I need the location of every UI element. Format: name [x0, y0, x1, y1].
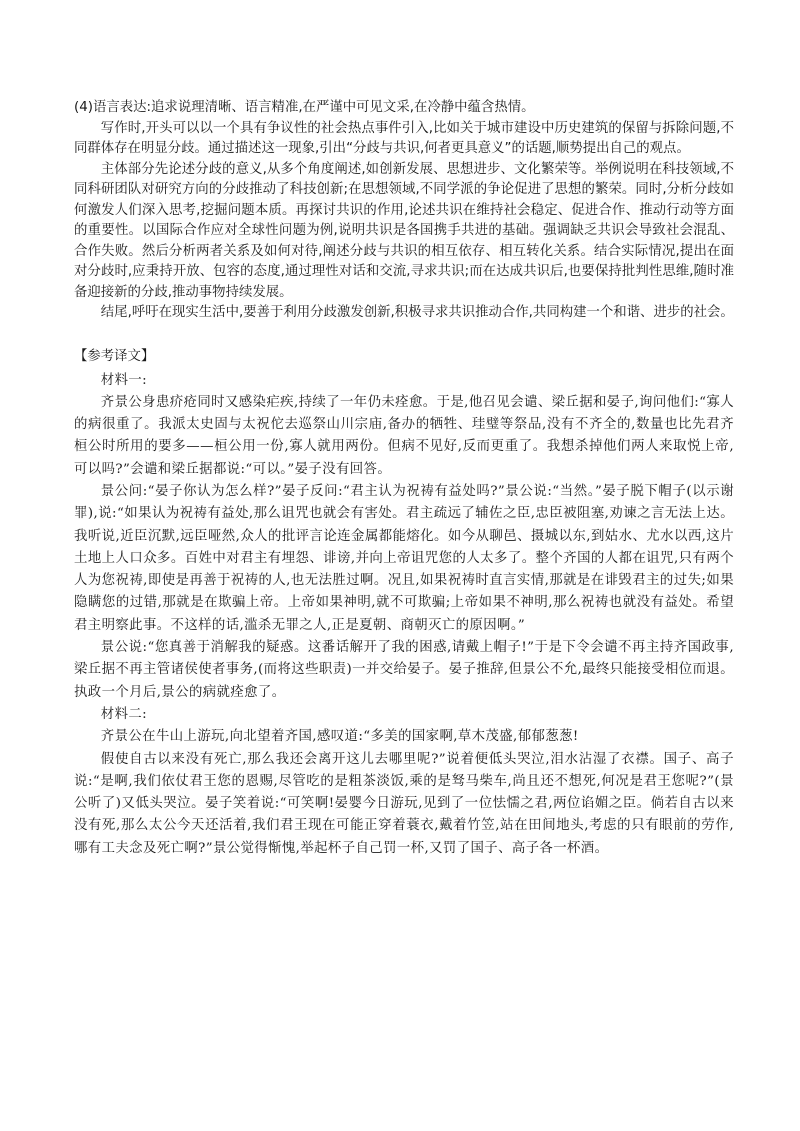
- section-gap: [74, 324, 734, 346]
- body-paragraph: 主体部分先论述分歧的意义,从多个角度阐述,如创新发展、思想进步、文化繁荣等。举例说明在科技领域,不同科研团队对研究方向的分歧推动了科技创新;在思想领域,不同学派的争论促进了思想的繁荣。同时,分析分歧如何激发人们深入思考,挖掘问题本质。再探讨共识的作用,论述共识在维持社会稳定、促进合作、推动行动等方面的重要性。以国际合作应对全球性问题为例,说明共识是各国携手共进的基础。强调缺乏共识会导致社会混乱、合作失败。然后分析两者关系及如何对待,阐述分歧与共识的相互依存、相互转化关系。结合实际情况,提出在面对分歧时,应秉持开放、包容的态度,通过理性对话和交流,寻求共识;而在达成共识后,也要保持批判性思维,随时准备迎接新的分歧,推动事物持续发展。: [74, 161, 734, 300]
- material-one-paragraph-2: 景公问:“晏子你认为怎么样?”晏子反问:“君主认为祝祷有益处吗?”景公说:“当然。”晏子脱下帽子(以示谢罪),说:“如果认为祝祷有益处,那么诅咒也就会有害处。君主疏远了辅佐之臣,忠臣被阻塞,劝谏之言无法上达。我听说,近臣沉默,远臣哑然,众人的批评言论连金属都能熔化。如今从聊邑、摄城以东,到姑水、尤水以西,这片土地上人口众多。百姓中对君主有埋怨、诽谤,并向上帝诅咒您的人太多了。整个齐国的人都在诅咒,只有两个人为您祝祷,即使是再善于祝祷的人,也无法胜过啊。况且,如果祝祷时直言实情,那就是在诽毁君主的过失;如果隐瞒您的过错,那就是在欺骗上帝。上帝如果神明,就不可欺骗;上帝如果不神明,那么祝祷也就没有益处。希望君主明察此事。不这样的话,滥杀无罪之人,正是夏朝、商朝灭亡的原因啊。”: [74, 483, 734, 633]
- language-expression-item: (4)语言表达:追求说理清晰、语言精准,在严谨中可见文采,在冷静中蕴含热情。: [74, 100, 535, 115]
- opening-paragraph: 写作时,开头可以以一个具有争议性的社会热点事件引入,比如关于城市建设中历史建筑的保留与拆除问题,不同群体存在明显分歧。通过描述这一现象,引出“分歧与共识,何者更具意义”的话题,顺势提出自己的观点。: [74, 120, 734, 156]
- material-one-paragraph-1: 齐景公身患疥疮同时又感染疟疾,持续了一年仍未痊愈。于是,他召见会谴、梁丘据和晏子,询问他们:“寡人的病很重了。我派太史固与太祝佗去巡祭山川宗庙,备办的牺牲、珪璧等祭品,没有不齐全的,数量也比先君齐桓公时所用的要多——桓公用一份,寡人就用两份。但病不见好,反而更重了。我想杀掉他们两人来取悦上帝,可以吗?”会谴和梁丘据都说:“可以。”晏子没有回答。: [74, 394, 734, 477]
- document-page: [74, 98, 734, 860]
- reference-translation-section: [74, 346, 734, 861]
- writing-guidance-section: [74, 98, 734, 324]
- material-two-paragraph-2: 假使自古以来没有死亡,那么我还会离开这儿去哪里呢?”说着便低头哭泣,泪水沾湿了衣襟。国子、高子说:“是啊,我们依仗君王您的恩赐,尽管吃的是粗茶淡饭,乘的是驽马柴车,尚且还不想死,何况是君王您呢?”(景公听了)又低头哭泣。晏子笑着说:“可笑啊!晏婴今日游玩,见到了一位怯懦之君,两位谄媚之臣。倘若自古以来没有死,那么太公今天还活着,我们君王现在可能正穿着蓑衣,戴着竹笠,站在田间地头,考虑的只有眼前的劳作,哪有工夫念及死亡啊?”景公觉得惭愧,举起杯子自己罚一杯,又罚了国子、高子各一杯酒。: [74, 751, 734, 856]
- material-two-paragraph-1: 齐景公在牛山上游玩,向北望着齐国,感叹道:“多美的国家啊,草木茂盛,郁郁葱葱!: [100, 729, 579, 745]
- conclusion-paragraph: 结尾,呼吁在现实生活中,要善于利用分歧激发创新,积极寻求共识推动合作,共同构建一个和谐、进步的社会。: [100, 305, 734, 320]
- reference-translation-heading: 【参考译文】: [74, 348, 155, 364]
- material-one-paragraph-3: 景公说:“您真善于消解我的疑惑。这番话解开了我的困惑,请戴上帽子!”于是下令会谴不再主持齐国政事,梁丘据不再主管诸侯使者事务,(而将这些职责)一并交给晏子。晏子推辞,但景公不允,最终只能接受相位而退。执政一个月后,景公的病就痊愈了。: [74, 640, 734, 700]
- material-two-title: 材料二:: [100, 706, 148, 722]
- material-one-title: 材料一:: [100, 372, 148, 388]
